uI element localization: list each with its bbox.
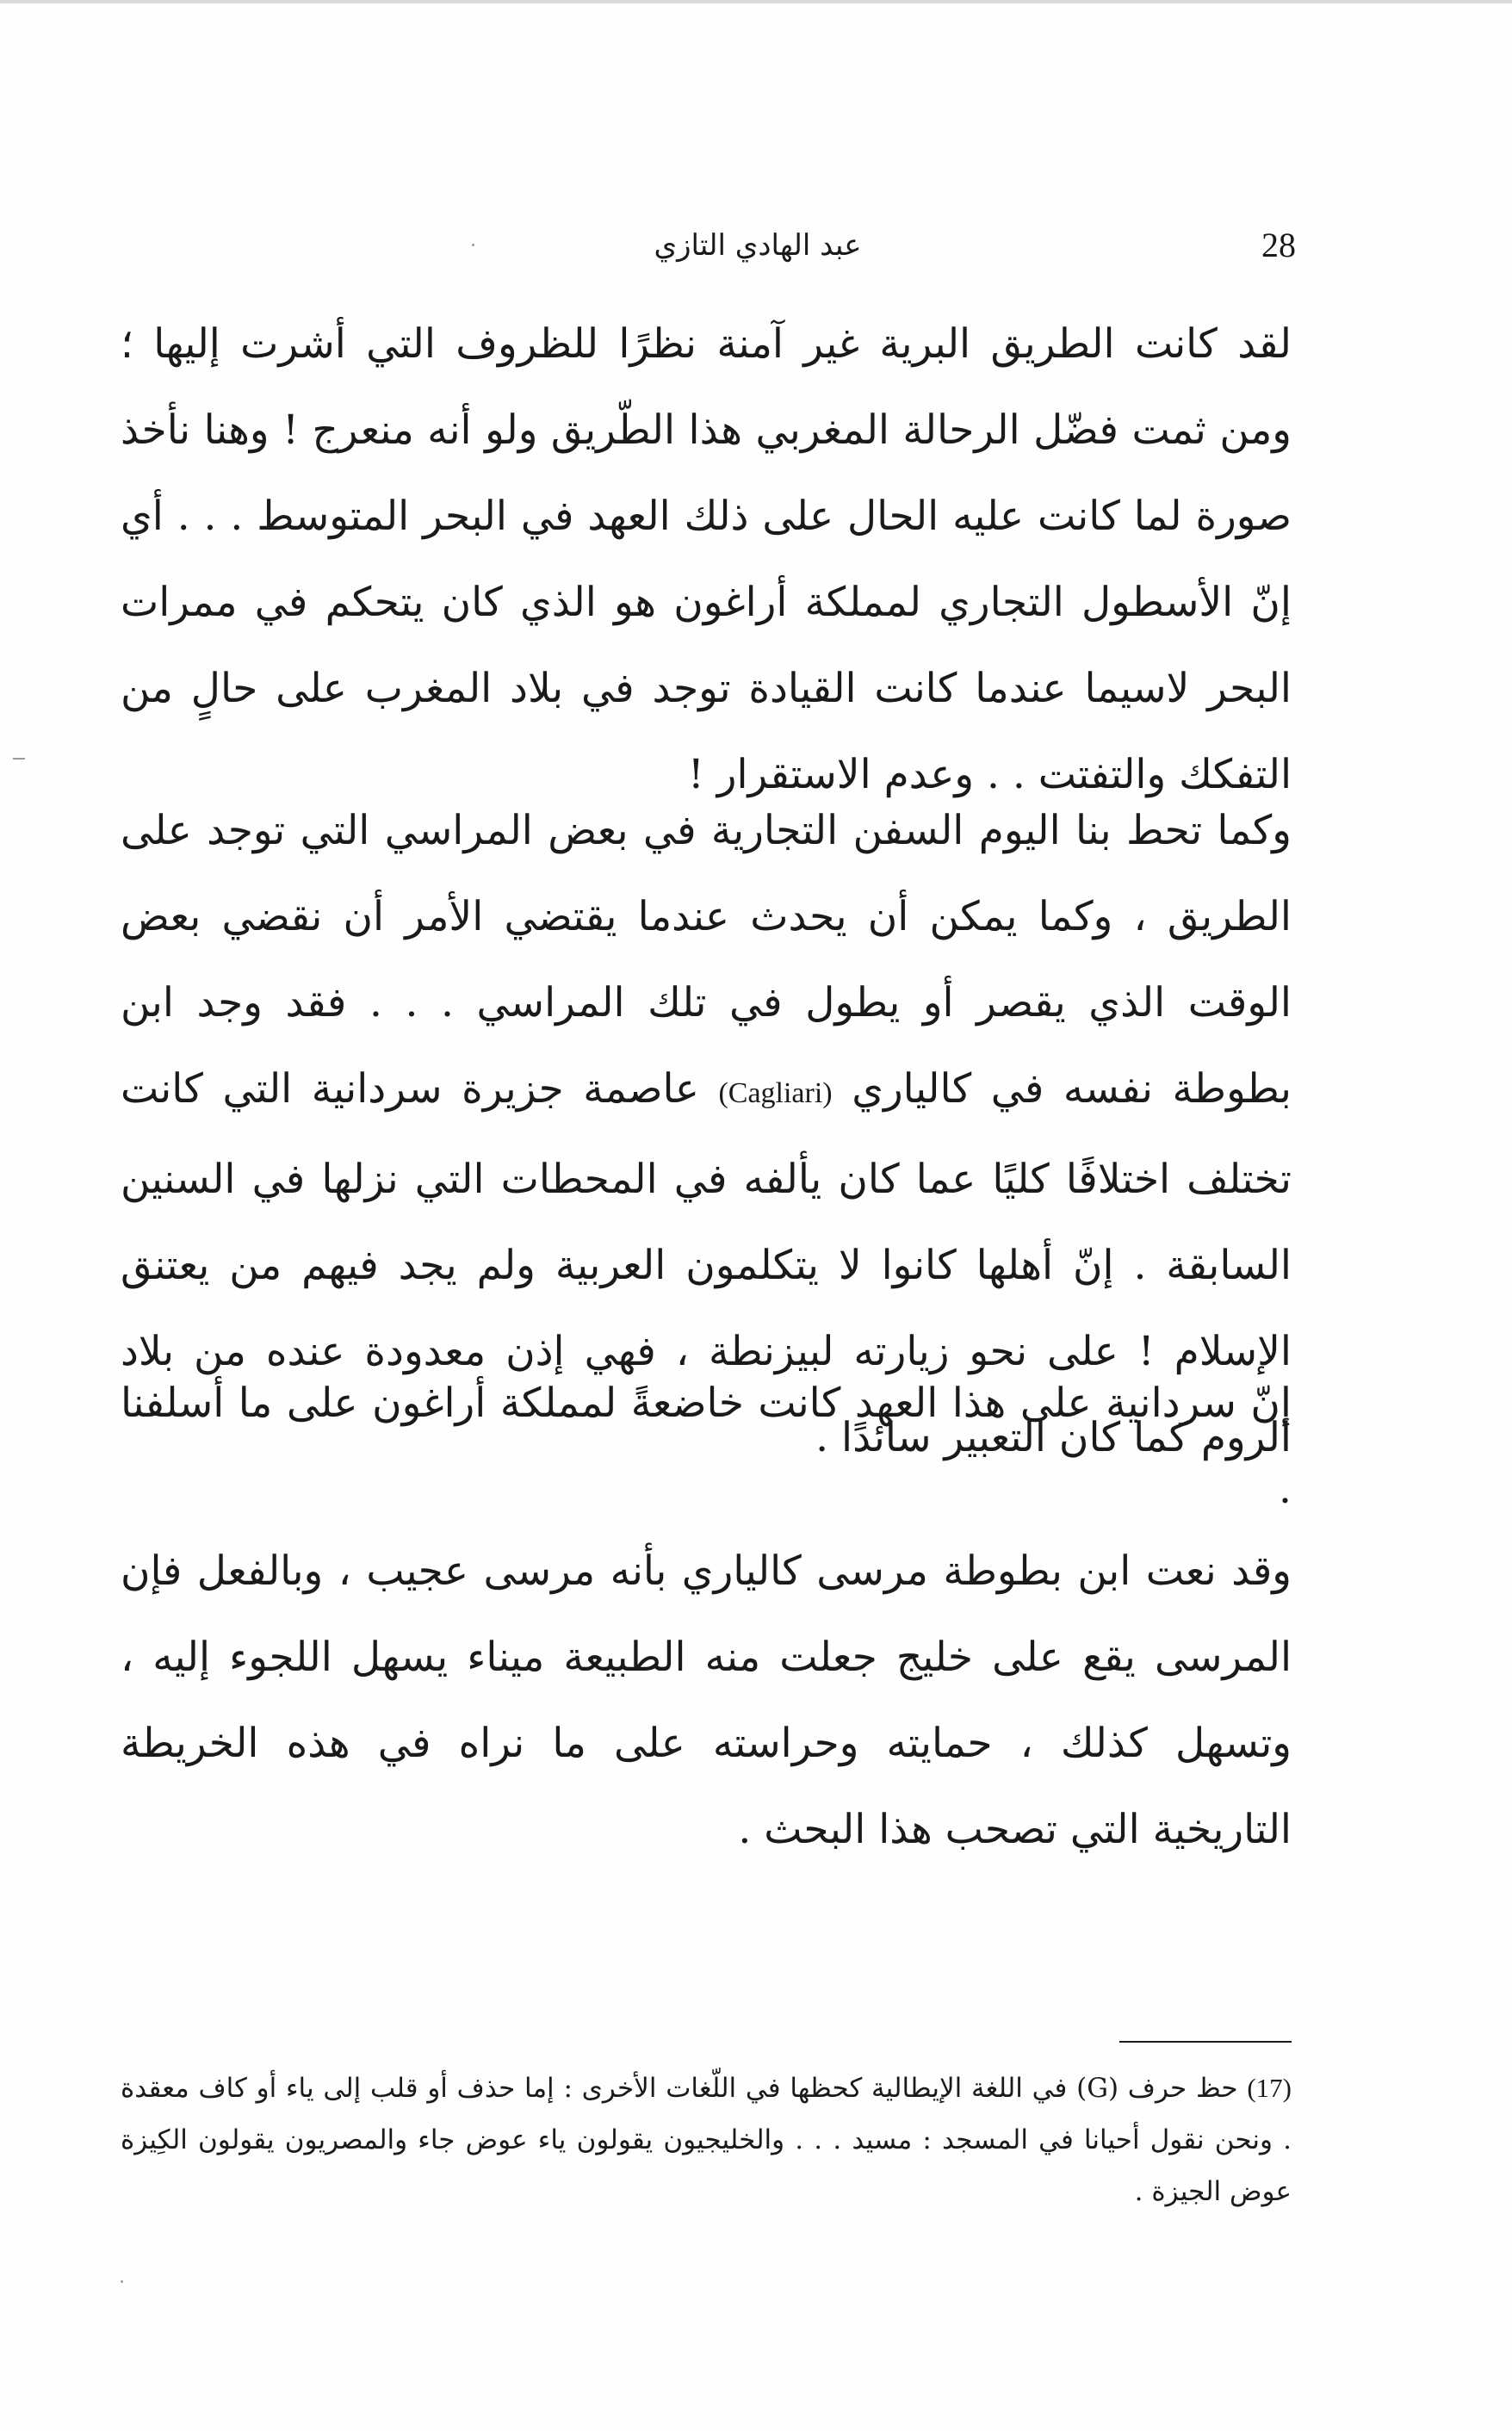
scan-speck	[13, 758, 25, 760]
page-number: 28	[1261, 226, 1296, 264]
paragraph-4-text: وقد نعت ابن بطوطة مرسى كالياري بأنه مرسى عجيب ، وبالفعل فإن المرسى يقع على خليج جعلت منه الطبيعة ميناء يسهل اللجوء إليه ، وتسهل كذلك ، حمايته وحراسته على ما نراه في هذه الخريطة التاريخية التي تصحب هذا البحث .	[121, 1547, 1292, 1853]
cagliari-latin-name: (Cagliari)	[718, 1077, 833, 1109]
paragraph-2-part-2: عاصمة جزيرة سردانية التي كانت تختلف اختلافًا كليًا عما كان يألفه في المحطات التي نزلها في السنين السابقة . إنّ أهلها كانوا لا يتكلمون العربية ولم يجد فيهم من يعتنق الإسلام ! على نحو زيارته لبيزنطة ، فهي إذن معدودة عنده من بلاد الروم كما كان التعبير سائدًا .	[121, 1065, 1292, 1461]
paragraph-3	[121, 1361, 1292, 1533]
paragraph-3-text: إنّ سردانية على هذا العهد كانت خاضعةً لمملكة أراغون على ما أسلفنا .	[121, 1380, 1292, 1513]
paragraph-1	[121, 301, 1292, 818]
scan-speck	[472, 244, 474, 246]
footnote-number: (17)	[1247, 2073, 1292, 2103]
scan-edge	[0, 0, 1512, 3]
footnote-text: حظ حرف (G) في اللغة الإيطالية كحظها في اللّغات الأخرى : إما حذف أو قلب إلى ياء أو كاف معقدة . ونحن نقول أحيانا في المسجد : مسيد . . . والخليجيون يقولون ياء عوض جاء والمصريون يقولون الكِيزة عوض الجيزة .	[121, 2073, 1292, 2207]
footnote-divider	[1119, 2041, 1292, 2043]
scan-speck	[121, 2280, 123, 2283]
running-title: عبد الهادي التازي	[654, 228, 862, 263]
paragraph-1-text: لقد كانت الطريق البرية غير آمنة نظرًا للظروف التي أشرت إليها ؛ ومن ثمت فضّل الرحالة المغربي هذا الطّريق ولو أنه منعرج ! وهنا نأخذ صورة لما كانت عليه الحال على ذلك العهد في البحر المتوسط . . . أي إنّ الأسطول التجاري لمملكة أراغون هو الذي كان يتحكم في ممرات البحر لاسيما عندما كانت القيادة توجد في بلاد المغرب على حالٍ من التفكك والتفتت . . وعدم الاستقرار !	[121, 320, 1292, 798]
footnotes	[121, 2062, 1292, 2217]
footnote-17	[121, 2062, 1292, 2217]
paragraph-4	[121, 1529, 1292, 1873]
page-header	[121, 220, 1296, 271]
paragraph-2-part-1: وكما تحط بنا اليوم السفن التجارية في بعض المراسي التي توجد على الطريق ، وكما يمكن أن يحدث عندما يقتضي الأمر أن نقضي بعض الوقت الذي يقصر أو يطول في تلك المراسي . . . فقد وجد ابن بطوطة نفسه في كالياري	[121, 807, 1292, 1113]
